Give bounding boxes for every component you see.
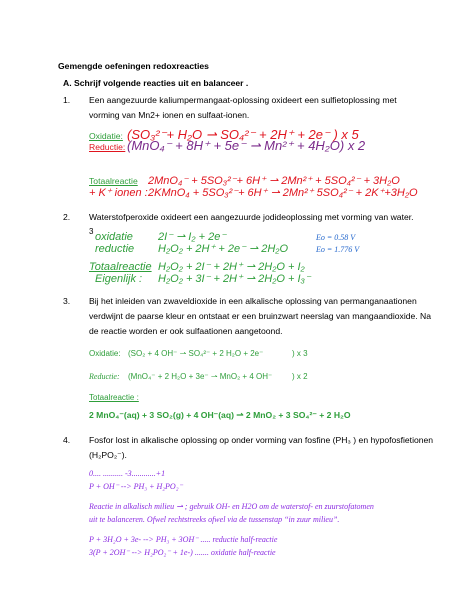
q2-oxidation-label: oxidatie <box>95 231 133 243</box>
q2-oxidation-e0: Eo = 0.58 V <box>316 233 356 242</box>
q2-marker: 3 <box>89 227 94 236</box>
q3-text-line3: de reactie worden er ook sulfaationen aangetoond. <box>89 326 283 336</box>
q4-number: 4. <box>63 435 71 445</box>
q1-text-line2: vorming van Mn2+ ionen en sulfaat-ionen. <box>89 110 250 120</box>
q4-oxidation-numbers: 0.... .......... -3............+1 <box>89 469 166 478</box>
q4-text-line2: (H₂PO₂⁻). <box>89 450 127 460</box>
q4-instruction-line1: Reactie in alkalisch milieu ⇀ ; gebruik OH- en H2O om de waterstof- en zuurstofatomen <box>89 502 374 511</box>
q1-text-line1: Een aangezuurde kaliumpermangaat-oplossing oxideert een sulfietoplossing met <box>89 95 397 105</box>
q1-k-ions-equation: 2KMnO₄ + 5SO₃²⁻+ 6H⁺ ⇀ 2Mn²⁺ 5SO₄²⁻ + 2K⁺+3H₂O <box>148 187 418 199</box>
q3-text-line1: Bij het inleiden van zwaveldioxide in een alkalische oplossing van permanganaationen <box>89 296 417 306</box>
q3-oxidation-multiplier: ) x 3 <box>292 349 308 358</box>
q2-reduction-equation: H₂O₂ + 2H⁺ + 2e⁻ ⇀ 2H₂O <box>158 243 289 255</box>
q2-reduction-e0: Eo = 1.776 V <box>316 245 360 254</box>
q3-reduction-multiplier: ) x 2 <box>292 372 308 381</box>
q4-oxidation-half-reaction: 3(P + 2OH⁻ --> H₂PO₂⁻ + 1e-) ....... oxidatie half-reactie <box>89 548 276 557</box>
q2-number: 2. <box>63 212 71 222</box>
q1-oxidation-equation: (SO₃²⁻+ H₂O ⇀ SO₄²⁻ + 2H⁺ + 2e⁻ ) x 5 <box>127 127 359 142</box>
q2-reduction-label: reductie <box>95 243 135 255</box>
q1-reduction-equation: (MnO₄⁻ + 8H⁺ + 5e⁻ ⇀ Mn²⁺ + 4H₂O) x 2 <box>127 138 366 153</box>
q4-text-line1: Fosfor lost in alkalische oplossing op onder vorming van fosfine (PH₃ ) en hypofosfietionen <box>89 435 434 445</box>
q4-skeleton-reaction: P + OH⁻ --> PH₃ + H₂PO₂⁻ <box>89 482 183 491</box>
q3-text-line2: verdwijnt de paarse kleur en ontstaat er een bruinzwart neerslag van mangaandioxide. Na <box>89 311 432 321</box>
section-a-heading: A. Schrijf volgende reacties uit en balanceer . <box>63 78 249 88</box>
q3-reduction-equation: (MnO₄⁻ + 2 H₂O + 3e⁻ ⇀ MnO₂ + 4 OH⁻ <box>128 372 273 381</box>
q1-total-equation: 2MnO₄⁻ + 5SO₃²⁻+ 6H⁺ ⇀ 2Mn²⁺ + 5SO₄²⁻ + 3H₂O <box>148 175 400 187</box>
q1-reduction-label: Reductie: <box>89 142 126 152</box>
q3-oxidation-equation: (SO₂ + 4 OH⁻ ⇀ SO₄²⁻ + 2 H₂O + 2e⁻ <box>128 349 264 358</box>
q2-actual-label: Eigenlijk : <box>95 273 143 285</box>
page-title: Gemengde oefeningen redoxreacties <box>58 61 209 71</box>
q3-reduction-label: Reductie: <box>89 372 120 381</box>
q1-number: 1. <box>63 95 71 105</box>
q1-oxidation-label: Oxidatie: <box>89 131 123 141</box>
q3-number: 3. <box>63 296 71 306</box>
q2-oxidation-equation: 2I⁻ ⇀ I₂ + 2e⁻ <box>158 231 227 243</box>
q1-k-ions-label: + K⁺ ionen : <box>89 187 148 199</box>
q3-total-equation: 2 MnO₄⁻(aq) + 3 SO₂(g) + 4 OH⁻(aq) ⇀ 2 MnO₂ + 3 SO₄²⁻ + 2 H₂O <box>89 410 351 420</box>
q2-actual-equation: H₂O₂ + 3I⁻ + 2H⁺ ⇀ 2H₂O + I₃⁻ <box>158 273 311 285</box>
q2-text-line1: Waterstofperoxide oxideert een aangezuurde jodideoplossing met vorming van water. <box>89 212 414 222</box>
q1-total-label: Totaalreactie <box>89 176 138 186</box>
q2-total-equation: H₂O₂ + 2I⁻ + 2H⁺ ⇀ 2H₂O + I₂ <box>158 261 305 273</box>
q3-total-label: Totaalreactie : <box>89 393 139 402</box>
q2-total-label: Totaalreactie <box>89 261 152 273</box>
q4-reduction-half-reaction: P + 3H₂O + 3e- --> PH₃ + 3OH⁻ ..... reductie half-reactie <box>89 535 278 544</box>
q3-oxidation-label: Oxidatie: <box>89 349 121 358</box>
q4-instruction-line2: uit te balanceren. Ofwel rechtstreeks ofwel via de tussenstap “in zuur milieu”. <box>89 515 340 524</box>
